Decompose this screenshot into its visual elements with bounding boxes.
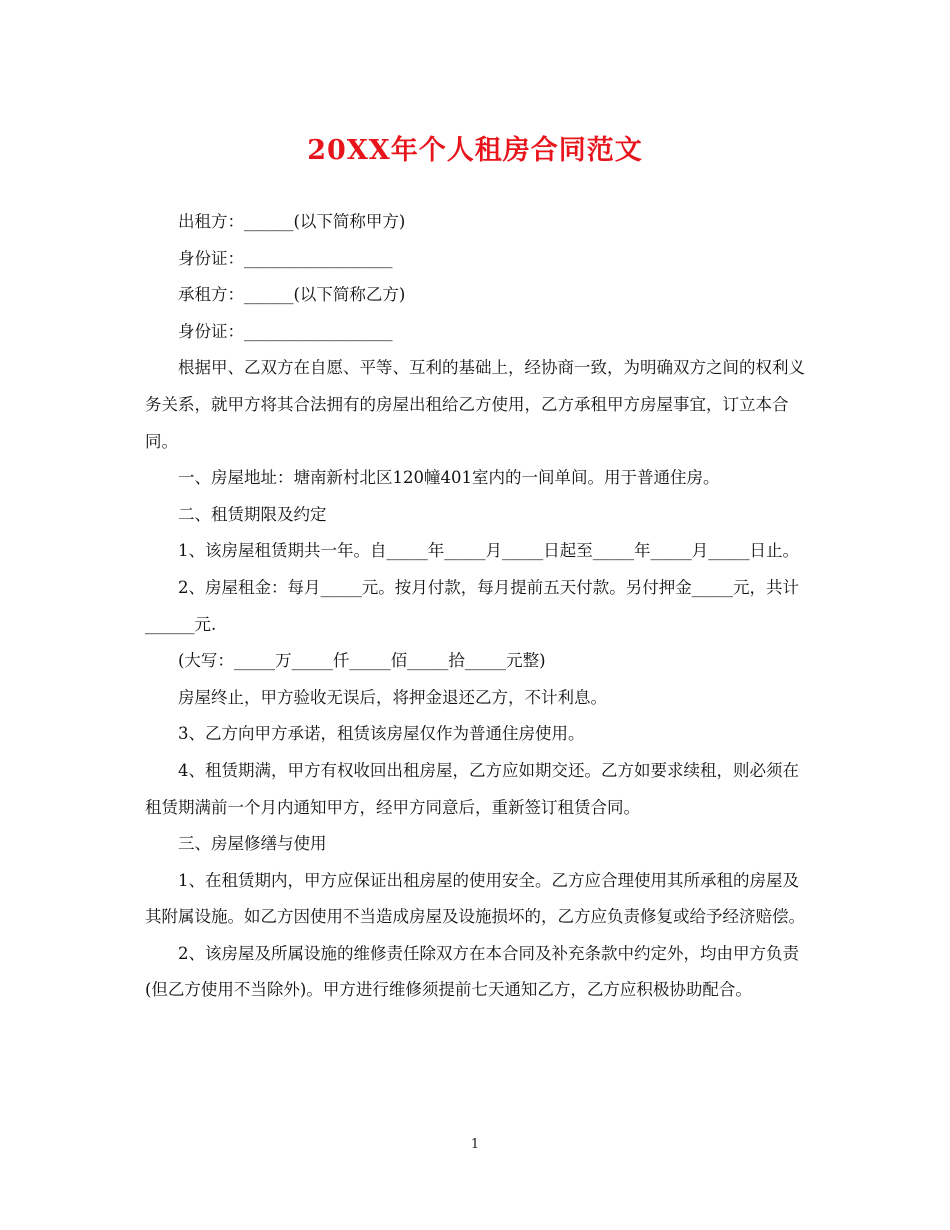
clause-2-3-usage: 3、乙方向甲方承诺，租赁该房屋仅作为普通住房使用。 <box>178 724 585 744</box>
document-body <box>145 204 810 1009</box>
lessee-line: 承租方：______(以下简称乙方) <box>178 285 406 305</box>
lessor-id-line: 身份证：__________________ <box>178 248 393 268</box>
clause-3-1-safety: 1、在租赁期内，甲方应保证出租房屋的使用安全。乙方应合理使用其所承租的房屋及其附属设施。如乙方因使用不当造成房屋及设施损坏的，乙方应负责修复或给予经济赔偿。 <box>145 870 805 927</box>
section-2-heading: 二、租赁期限及约定 <box>178 504 327 524</box>
clause-2-2-rent: 2、房屋租金：每月_____元。按月付款，每月提前五天付款。另付押金_____元，共计______元. <box>145 577 799 634</box>
rent-in-words: (大写：_____万_____仟_____佰_____拾_____元整) <box>178 651 546 671</box>
page-number: 1 <box>470 1137 480 1152</box>
document-title: 20XX年个人租房合同范文 <box>307 135 643 166</box>
clause-2-4-renewal: 4、租赁期满，甲方有权收回出租房屋，乙方应如期交还。乙方如要求续租，则必须在租赁期满前一个月内通知甲方，经甲方同意后，重新签订租赁合同。 <box>145 760 799 817</box>
section-3-heading: 三、房屋修缮与使用 <box>178 834 327 854</box>
clause-3-2-maintenance: 2、该房屋及所属设施的维修责任除双方在本合同及补充条款中约定外，均由甲方负责(但乙方使用不当除外)。甲方进行维修须提前七天通知乙方，乙方应积极协助配合。 <box>145 943 799 1000</box>
section-1-address: 一、房屋地址：塘南新村北区120幢401室内的一间单间。用于普通住房。 <box>178 468 720 488</box>
lessor-line: 出租方：______(以下简称甲方) <box>178 212 406 231</box>
clause-2-1-term: 1、该房屋租赁期共一年。自_____年_____月_____日起至_____年_____月_____日止。 <box>178 541 799 561</box>
preamble-paragraph: 根据甲、乙双方在自愿、平等、互利的基础上，经协商一致，为明确双方之间的权利义务关系，就甲方将其合法拥有的房屋出租给乙方使用，乙方承租甲方房屋事宜，订立本合同。 <box>145 358 805 451</box>
lessee-id-line: 身份证：__________________ <box>178 321 393 341</box>
deposit-refund: 房屋终止，甲方验收无误后，将押金退还乙方，不计利息。 <box>178 687 607 707</box>
